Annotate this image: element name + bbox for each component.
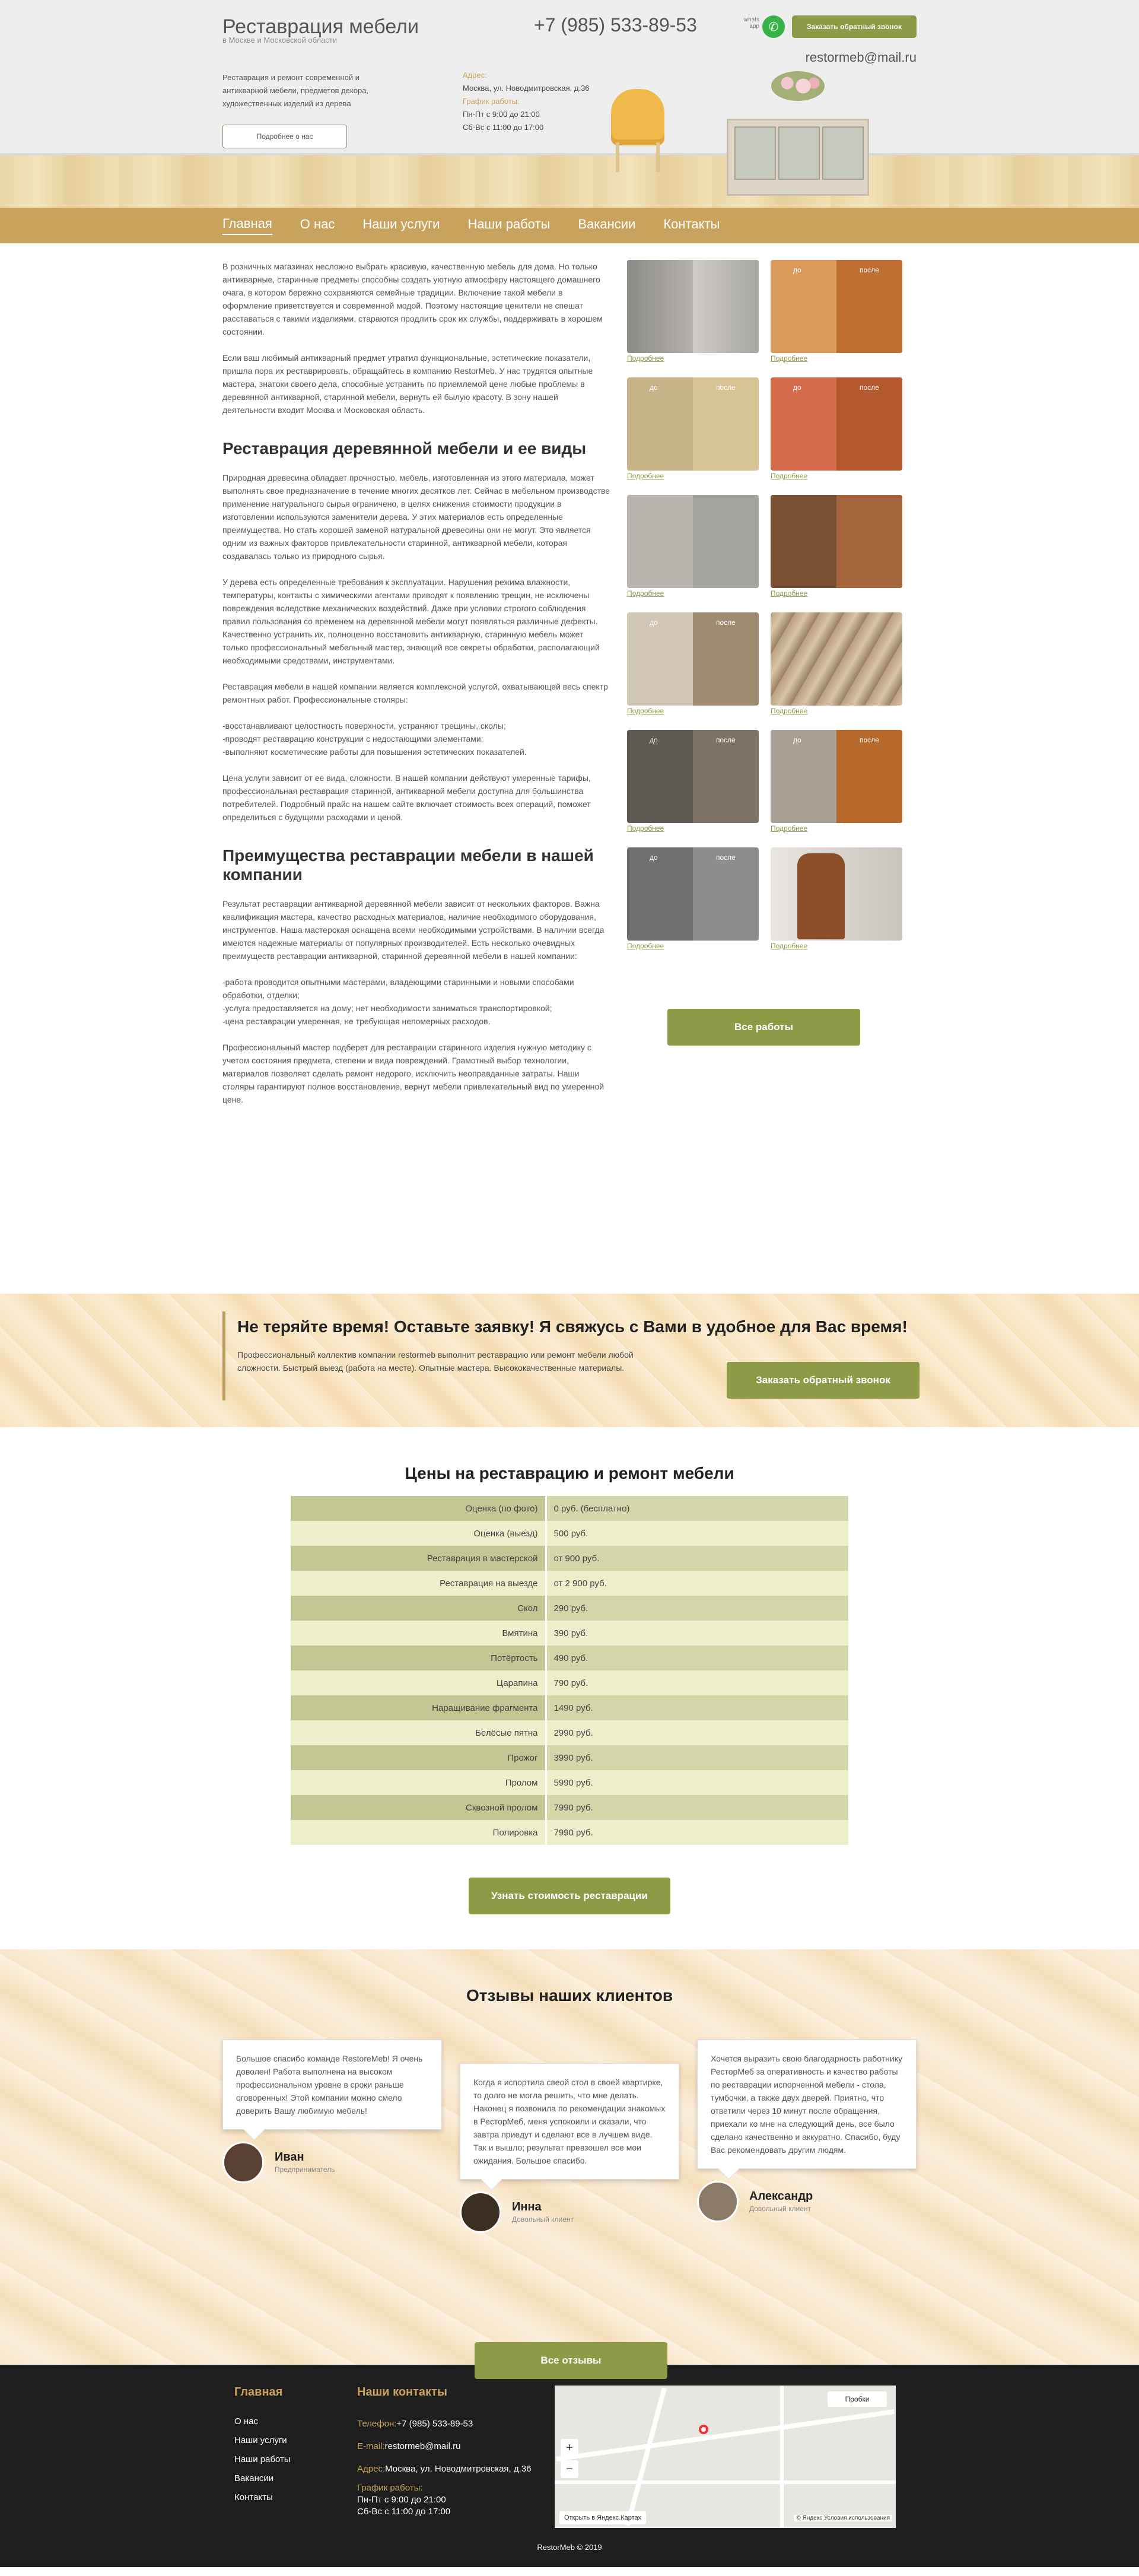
avatar (460, 2191, 501, 2233)
price-service-name: Оценка (по фото) (291, 1496, 546, 1521)
after-label: после (716, 736, 736, 744)
price-row (291, 1621, 848, 1646)
footer-phone[interactable]: +7 (985) 533-89-53 (396, 2419, 473, 2429)
gallery-more-link[interactable]: Подробнее (627, 824, 664, 833)
nav-item-home[interactable]: Главная (222, 216, 272, 235)
before-label: до (793, 736, 801, 744)
site-logo-title[interactable]: Реставрация мебели (222, 15, 419, 38)
schedule-label: График работы: (463, 97, 520, 106)
article-paragraph: Результат реставрации антикварной деревянной мебели зависит от нескольких факторов. Важна квалификация мастера, качество расходных материалов, наличие необходимого оборудования, инструментов. Наша мастерская оснащена всеми необходимыми устройствами. В наличии всегда имеются надежные материалы от популярных производителей. Есть несколько очевидных преимуществ реставрации антикварной, старинной деревянной мебели в нашей компании: (222, 899, 605, 961)
list-item: -выполняют косметические работы для повышения эстетических показателей. (222, 747, 527, 757)
site-logo-subtitle: в Москве и Московской области (222, 36, 337, 45)
author-name: Инна (512, 2200, 542, 2213)
gallery-image[interactable] (627, 612, 759, 706)
schedule-weekend: Сб-Вс с 11:00 до 17:00 (463, 123, 544, 132)
site-footer (0, 2365, 1139, 2567)
before-label: до (650, 736, 658, 744)
footer-contacts (357, 2386, 532, 2518)
before-label: до (650, 383, 658, 392)
zoom-out-icon[interactable]: − (561, 2460, 578, 2478)
gallery-image[interactable] (627, 730, 759, 823)
price-row (291, 1521, 848, 1546)
reviews-section (0, 1949, 1139, 2365)
site-header (0, 0, 1139, 208)
price-value: 290 руб. (546, 1596, 848, 1621)
avatar (697, 2181, 739, 2222)
gallery-item[interactable] (627, 260, 759, 363)
nav-item-vacancies[interactable]: Вакансии (578, 217, 636, 231)
zoom-in-icon[interactable]: + (561, 2439, 578, 2457)
gallery-item[interactable] (771, 377, 902, 480)
price-row (291, 1646, 848, 1670)
before-label: до (650, 853, 658, 862)
footer-link-contacts[interactable]: Контакты (234, 2492, 273, 2502)
article-paragraph: У дерева есть определенные требования к эксплуатации. Нарушения режима влажности, температуры, контакты с химическими агентами приводят к появлению трещин, не исключены повреждения вследствие механических воздействий. Даже при условии строгого соблюдения правил пользования со временем на деревянной мебели могут появляться различные дефекты. Качественно устранить их, полноценно восстановить антикварную, старинную мебель может только профессиональный мебельный мастер, знающий все секреты обработки, располагающий необходимыми средствами, инструментами. (222, 577, 600, 665)
price-row (291, 1695, 848, 1720)
price-value: 490 руб. (546, 1646, 848, 1670)
gallery-item[interactable] (771, 730, 902, 833)
gallery-item[interactable] (627, 847, 759, 950)
price-service-name: Полировка (291, 1820, 546, 1845)
price-value: 1490 руб. (546, 1695, 848, 1720)
gallery-image[interactable] (627, 260, 759, 353)
price-value: 790 руб. (546, 1670, 848, 1695)
before-label: до (793, 383, 801, 392)
review-text: Хочется выразить свою благодарность работнику РесторМеб за оперативность и качество работы по реставрации испорченной мебели - стола, тумбочки, а также двух дверей. Приятно, что ответили через 10 минут после обращения, приехали ко мне на следующий день, все было сделано качественно и аккуратно. Спасибо, буду Вас рекомендовать другим людям. (697, 2040, 917, 2169)
cta-title: Не теряйте время! Оставьте заявку! Я свяжусь с Вами в удобное для Вас время! (237, 1317, 908, 1336)
gallery-image[interactable] (771, 495, 902, 588)
price-row (291, 1795, 848, 1820)
price-service-name: Сквозной пролом (291, 1795, 546, 1820)
price-row (291, 1770, 848, 1795)
prices-title: Цены на реставрацию и ремонт мебели (405, 1464, 734, 1482)
gallery-item[interactable] (627, 612, 759, 715)
gallery-image[interactable] (627, 847, 759, 941)
header-phone[interactable]: +7 (985) 533-89-53 (534, 14, 697, 36)
gallery-more-link[interactable]: Подробнее (771, 589, 808, 598)
review-card (222, 2040, 442, 2183)
price-table (291, 1496, 848, 1845)
price-row (291, 1745, 848, 1770)
footer-address: Москва, ул. Новодмитровская, д.36 (385, 2464, 532, 2474)
gallery-image[interactable] (771, 377, 902, 471)
gallery-item[interactable] (627, 377, 759, 480)
review-author (460, 2191, 679, 2233)
after-label: после (716, 618, 736, 627)
gallery-item[interactable] (627, 730, 759, 833)
about-more-button[interactable]: Подробнее о нас (222, 125, 347, 148)
schedule-weekdays: Пн-Пт с 9:00 до 21:00 (463, 110, 540, 119)
cabinet-illustration (727, 119, 869, 196)
cta-banner (0, 1294, 1139, 1427)
author-name: Иван (275, 2150, 304, 2164)
article-paragraph: Реставрация мебели в нашей компании является комплексной услугой, охватывающей весь спектр ремонтных работ. Профессиональные столяры: (222, 682, 608, 704)
all-works-button[interactable]: Все работы (667, 1009, 860, 1046)
gallery-image[interactable] (627, 377, 759, 471)
price-value: 3990 руб. (546, 1745, 848, 1770)
footer-schedule-weekend: Сб-Вс с 11:00 до 17:00 (357, 2507, 451, 2517)
author-role: Предприниматель (275, 2165, 335, 2174)
footer-schedule-weekdays: Пн-Пт с 9:00 до 21:00 (357, 2495, 446, 2505)
price-service-name: Потёртость (291, 1646, 546, 1670)
whatsapp-icon[interactable]: ✆ (762, 15, 785, 38)
article-heading: Преимущества реставрации мебели в нашей компании (222, 846, 594, 884)
gallery-more-link[interactable]: Подробнее (771, 942, 808, 950)
gallery-image[interactable] (771, 847, 902, 941)
review-text: Большое спасибо команде RestoreMeb! Я очень доволен! Работа выполнена на высоком профессиональном уровне в сроки раньше оговоренных! Этой компании можно смело доверить Вашу любимую мебель! (222, 2040, 442, 2130)
gallery-item[interactable] (771, 260, 902, 363)
address-label: Адрес: (463, 71, 487, 80)
footer-phone-label: Телефон: (357, 2419, 397, 2429)
price-value: от 2 900 руб. (546, 1571, 848, 1596)
review-card (460, 2063, 679, 2233)
footer-contacts-title: Наши контакты (357, 2386, 447, 2399)
price-row (291, 1820, 848, 1845)
article-heading: Реставрация деревянной мебели и ее виды (222, 439, 587, 458)
yandex-map[interactable] (555, 2386, 896, 2528)
list-item: -восстанавливают целостность поверхности, устраняют трещины, сколы; (222, 721, 506, 730)
price-row (291, 1720, 848, 1745)
header-email[interactable]: restormeb@mail.ru (805, 50, 917, 65)
footer-menu-title[interactable]: Главная (234, 2386, 283, 2399)
nav-item-contacts[interactable]: Контакты (663, 217, 720, 231)
after-label: после (716, 853, 736, 862)
footer-link-works[interactable]: Наши работы (234, 2454, 291, 2464)
price-row (291, 1571, 848, 1596)
price-value: 5990 руб. (546, 1770, 848, 1795)
after-label: после (860, 736, 879, 744)
price-service-name: Наращивание фрагмента (291, 1695, 546, 1720)
nav-item-works[interactable]: Наши работы (467, 217, 551, 231)
gallery-more-link[interactable]: Подробнее (771, 824, 808, 833)
price-service-name: Реставрация на выезде (291, 1571, 546, 1596)
open-in-yandex-link[interactable]: Открыть в Яндекс.Картах (559, 2511, 646, 2524)
price-service-name: Скол (291, 1596, 546, 1621)
gallery-more-link[interactable]: Подробнее (771, 472, 808, 480)
nav-item-services[interactable]: Наши услуги (362, 217, 440, 231)
footer-address-label: Адрес: (357, 2464, 386, 2474)
list-item: -проводят реставрацию конструкции с недостающими элементами; (222, 734, 483, 744)
after-label: после (716, 383, 736, 392)
callback-button[interactable]: Заказать обратный звонок (792, 15, 917, 38)
cta-callback-button[interactable]: Заказать обратный звонок (727, 1362, 920, 1399)
review-author (697, 2181, 917, 2222)
footer-link-services[interactable]: Наши услуги (234, 2435, 287, 2445)
gallery-image[interactable] (627, 495, 759, 588)
header-address-block (463, 69, 590, 134)
list-item: -услуга предоставляется на дому; нет необходимости заниматься транспортировкой; (222, 1003, 552, 1013)
price-service-name: Белёсые пятна (291, 1720, 546, 1745)
cta-text: Профессиональный коллектив компании restormeb выполнит реставрацию или ремонт мебели любой сложности. Быстрый выезд (работа на месте). Опытные мастера. Высококачественные материалы. (237, 1350, 634, 1373)
price-value: 390 руб. (546, 1621, 848, 1646)
gallery-more-link[interactable]: Подробнее (627, 354, 664, 363)
author-role: Довольный клиент (749, 2204, 812, 2213)
price-service-name: Прожог (291, 1745, 546, 1770)
footer-link-about[interactable]: О нас (234, 2416, 258, 2426)
price-row (291, 1670, 848, 1695)
address-value: Москва, ул. Новодмитровская, д.36 (463, 84, 590, 93)
gallery-item[interactable] (771, 847, 902, 950)
price-value: от 900 руб. (546, 1546, 848, 1571)
price-value: 7990 руб. (546, 1795, 848, 1820)
avatar (222, 2142, 264, 2183)
gallery-more-link[interactable]: Подробнее (627, 472, 664, 480)
article-paragraph: Профессиональный мастер подберет для реставрации старинного изделия нужную методику с учетом состояния предмета, степени и вида повреждений. Грамотный выбор технологии, материалов позволяет сделать ремонт недорого, исключить неоправданные затраты. Наши столяры гарантируют полное восстановление, вернут мебели привлекательный вид по умеренной цене. (222, 1043, 605, 1104)
armchair-illustration (605, 89, 670, 172)
gallery-item[interactable] (771, 495, 902, 598)
article (222, 260, 611, 1106)
author-role: Довольный клиент (512, 2215, 574, 2224)
price-row (291, 1496, 848, 1521)
gallery-more-link[interactable]: Подробнее (627, 942, 664, 950)
gallery-more-link[interactable]: Подробнее (771, 354, 808, 363)
reviews-title: Отзывы наших клиентов (466, 1986, 673, 2005)
article-paragraph: В розничных магазинах несложно выбрать красивую, качественную мебель для дома. Но только антикварные, старинные предметы способны создать уютную атмосферу настоящего домашнего очага, в котором бережно сохраняются семейные традиции. Включение такой мебели в оформление приветствуется и современной модой. Поэтому настоящие ценители не спешат расставаться с такими изделиями, стараются продлить срок их службы, поддерживать в хорошем состоянии. (222, 262, 603, 336)
before-label: до (793, 266, 801, 274)
map-traffic-button[interactable]: Пробки (828, 2391, 887, 2407)
gallery-item[interactable] (627, 495, 759, 598)
review-author (222, 2142, 442, 2183)
footer-link-vacancies[interactable]: Вакансии (234, 2473, 274, 2483)
footer-copyright: RestorMeb © 2019 (537, 2543, 602, 2552)
gallery-more-link[interactable]: Подробнее (771, 707, 808, 715)
nav-item-about[interactable]: О нас (300, 217, 335, 231)
price-service-name: Вмятина (291, 1621, 546, 1646)
header-description: Реставрация и ремонт современной и антикварной мебели, предметов декора, художественных изделий из дерева (222, 73, 369, 108)
footer-email-label: E-mail: (357, 2441, 385, 2451)
article-paragraph: Цена услуги зависит от ее вида, сложности. В нашей компании действуют умеренные тарифы, профессиональная реставрация старинной, антикварной мебели доступна для большинства потребителей. Подробный прайс на нашем сайте включает стоимость всех операций, поможет определиться с будущими расходами и ценой. (222, 773, 591, 822)
article-paragraph: Природная древесина обладает прочностью, мебель, изготовленная из этого материала, может выполнять свое предназначение в течение многих десятков лет. Сейчас в мебельном производстве применение натурального сырья ограничено, в целях снижения стоимости продукции в изготовлении используются заменители дерева. У этих материалов есть определенные преимущества. Но стать хорошей заменой натуральной древесины они не могут. Это является одним из важных факторов привлекательности старинной, антикварной мебели, которая создавалась только из природного сырья. (222, 473, 610, 561)
author-name: Александр (749, 2189, 813, 2203)
footer-menu (234, 2386, 291, 2507)
price-value: 7990 руб. (546, 1820, 848, 1845)
all-reviews-button[interactable]: Все отзывы (475, 2342, 667, 2379)
review-card (697, 2040, 917, 2222)
before-label: до (650, 618, 658, 627)
map-pin-icon[interactable] (699, 2425, 708, 2434)
gallery-image[interactable] (771, 612, 902, 706)
price-row (291, 1596, 848, 1621)
list-item: -работа проводится опытными мастерами, владеющими старинными и новыми способами обработки, отделки; (222, 977, 574, 1000)
price-service-name: Царапина (291, 1670, 546, 1695)
price-request-button[interactable]: Узнать стоимость реставрации (469, 1878, 670, 1914)
review-text: Когда я испортила свеой стол в своей квартирке, то долго не могла решить, что мне делать. Наконец я позвонила по рекомендации знакомых в РесторМеб, меня успокоили и сказали, что завтра приедут и сделают все в лучшем виде. Так и вышло; результат превзошел все мои ожидания. Большое спасибо. (460, 2063, 679, 2180)
article-paragraph: Если ваш любимый антикварный предмет утратил функциональные, эстетические показатели, пришла пора их реставрировать, обращайтесь в компанию RestorMeb. У нас трудятся опытные мастера, знатоки своего дела, способные устранить по приемлемой цене любые проблемы в деревянной антикварной, старинной мебели, вернуть ей былую красоту. В зону нашей деятельности входит Москва и Московская область. (222, 353, 593, 415)
gallery-more-link[interactable]: Подробнее (627, 589, 664, 598)
price-value: 0 руб. (бесплатно) (546, 1496, 848, 1521)
footer-schedule-label: График работы: (357, 2483, 423, 2493)
price-value: 2990 руб. (546, 1720, 848, 1745)
after-label: после (860, 266, 879, 274)
gallery-more-link[interactable]: Подробнее (627, 707, 664, 715)
price-service-name: Пролом (291, 1770, 546, 1795)
after-label: после (860, 383, 879, 392)
main-content (222, 243, 917, 1294)
cta-box (222, 1311, 917, 1400)
footer-email[interactable]: restormeb@mail.ru (384, 2441, 461, 2451)
gallery-item[interactable] (771, 612, 902, 715)
price-service-name: Оценка (выезд) (291, 1521, 546, 1546)
price-row (291, 1546, 848, 1571)
whatsapp-label: whats app (743, 17, 759, 30)
price-value: 500 руб. (546, 1521, 848, 1546)
flowers-illustration (771, 71, 825, 101)
map-copyright: © Яндекс Условия использования (794, 2515, 892, 2521)
gallery-image[interactable] (771, 260, 902, 353)
price-service-name: Реставрация в мастерской (291, 1546, 546, 1571)
main-nav (0, 208, 1139, 243)
gallery-image[interactable] (771, 730, 902, 823)
list-item: -цена реставрации умеренная, не требующая непомерных расходов. (222, 1017, 491, 1026)
prices-section (0, 1427, 1139, 1949)
